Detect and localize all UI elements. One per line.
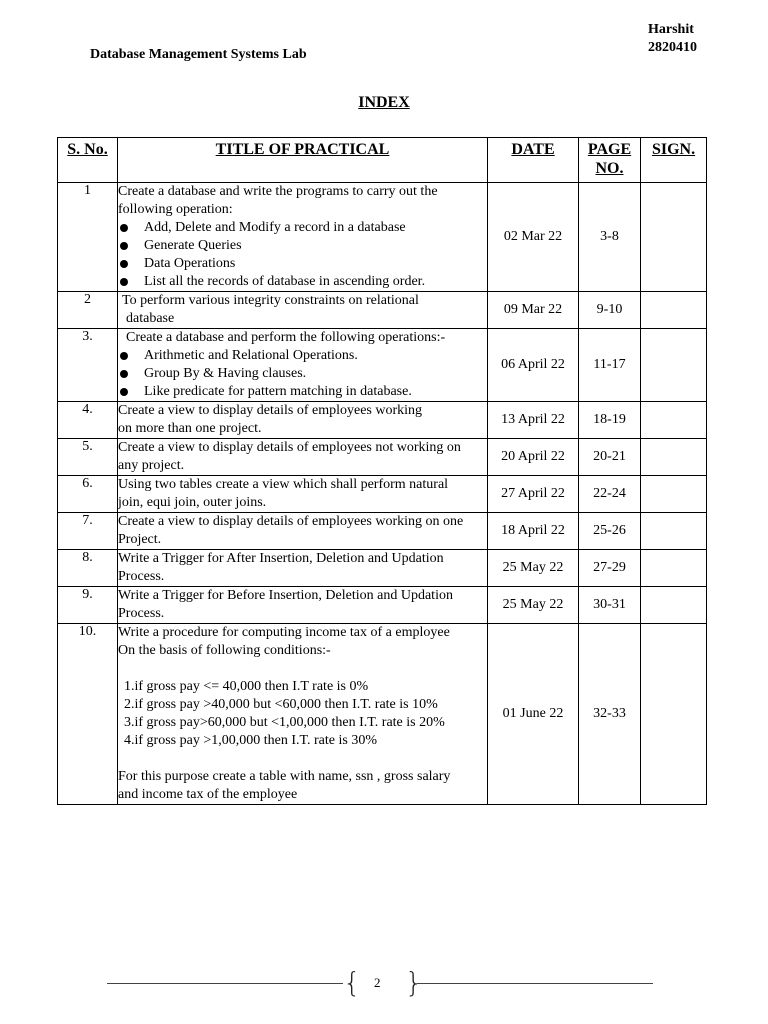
title-line: Write a procedure for computing income tax of a employee xyxy=(118,625,450,640)
row-page: 27-29 xyxy=(579,550,641,587)
bullet-item: Arithmetic and Relational Operations. xyxy=(118,347,487,365)
bullet-item: Data Operations xyxy=(118,255,487,273)
title-line: join, equi join, outer joins. xyxy=(118,495,267,510)
title-line: For this purpose create a table with name, ssn , gross salary xyxy=(118,769,451,784)
title-line: On the basis of following conditions:- xyxy=(118,643,331,658)
title-line: Create a database and perform the following operations:- xyxy=(126,330,446,345)
bullet-item: Add, Delete and Modify a record in a database xyxy=(118,219,487,237)
row-title xyxy=(118,587,488,624)
row-sign xyxy=(641,329,707,402)
row-page: 32-33 xyxy=(579,624,641,805)
row-date: 27 April 22 xyxy=(488,476,579,513)
index-table xyxy=(57,137,707,805)
row-title xyxy=(118,402,488,439)
title-line: and income tax of the employee xyxy=(118,787,298,802)
title-line: Create a view to display details of employees not working on xyxy=(118,440,461,455)
row-title xyxy=(118,550,488,587)
title-line: Process. xyxy=(118,569,165,584)
row-sno: 9. xyxy=(58,587,118,624)
table-row xyxy=(58,550,707,587)
bullet-item: Like predicate for pattern matching in database. xyxy=(118,383,487,401)
row-title xyxy=(118,329,488,402)
row-page: 9-10 xyxy=(579,292,641,329)
row-sign xyxy=(641,439,707,476)
row-page: 30-31 xyxy=(579,587,641,624)
table-row xyxy=(58,402,707,439)
col-sign-header: SIGN. xyxy=(641,138,707,183)
right-bracket-icon: } xyxy=(405,966,423,999)
row-date: 01 June 22 xyxy=(488,624,579,805)
title-line: following operation: xyxy=(118,202,233,217)
row-sno: 5. xyxy=(58,439,118,476)
row-sign xyxy=(641,624,707,805)
row-sno: 7. xyxy=(58,513,118,550)
row-date: 25 May 22 xyxy=(488,550,579,587)
table-header-row xyxy=(58,138,707,183)
table-row xyxy=(58,329,707,402)
row-sno: 2 xyxy=(58,292,118,329)
row-title xyxy=(118,439,488,476)
footer-rule-right xyxy=(417,983,653,984)
title-line: on more than one project. xyxy=(118,421,262,436)
row-date: 25 May 22 xyxy=(488,587,579,624)
title-line: Using two tables create a view which shall perform natural xyxy=(118,477,449,492)
row-sno: 10. xyxy=(58,624,118,805)
title-line: Create a view to display details of employees working on one xyxy=(118,514,464,529)
row-date: 06 April 22 xyxy=(488,329,579,402)
left-bracket-icon: { xyxy=(343,966,361,999)
lab-title: Database Management Systems Lab xyxy=(90,47,307,62)
col-title-header: TITLE OF PRACTICAL xyxy=(118,138,488,183)
condition-line: 1.if gross pay <= 40,000 then I.T rate is 0% xyxy=(124,679,369,694)
row-page: 20-21 xyxy=(579,439,641,476)
table-row xyxy=(58,439,707,476)
title-line: Process. xyxy=(118,606,165,621)
student-name: Harshit xyxy=(648,22,694,37)
row-sign xyxy=(641,513,707,550)
row-title xyxy=(118,183,488,292)
table-row xyxy=(58,624,707,805)
row-sign xyxy=(641,292,707,329)
table-row xyxy=(58,183,707,292)
table-row xyxy=(58,587,707,624)
row-sno: 4. xyxy=(58,402,118,439)
col-page-header: PAGE NO. xyxy=(579,138,641,183)
title-line: Write a Trigger for After Insertion, Deletion and Updation xyxy=(118,551,444,566)
col-date-header: DATE xyxy=(488,138,579,183)
title-line: database xyxy=(126,311,175,326)
row-title xyxy=(118,476,488,513)
student-roll: 2820410 xyxy=(648,40,697,55)
row-sign xyxy=(641,587,707,624)
row-sign xyxy=(641,550,707,587)
bullet-item: Group By & Having clauses. xyxy=(118,365,487,383)
page-number: 2 xyxy=(374,975,381,990)
condition-line: 4.if gross pay >1,00,000 then I.T. rate is 30% xyxy=(124,733,377,748)
row-date: 13 April 22 xyxy=(488,402,579,439)
row-page: 18-19 xyxy=(579,402,641,439)
table-row xyxy=(58,292,707,329)
row-sno: 8. xyxy=(58,550,118,587)
row-sign xyxy=(641,402,707,439)
condition-line: 3.if gross pay>60,000 but <1,00,000 then I.T. rate is 20% xyxy=(124,715,445,730)
table-row xyxy=(58,476,707,513)
row-date: 02 Mar 22 xyxy=(488,183,579,292)
title-line: Project. xyxy=(118,532,162,547)
row-sno: 6. xyxy=(58,476,118,513)
title-line: To perform various integrity constraints on relational xyxy=(122,293,419,308)
row-sno: 1 xyxy=(58,183,118,292)
title-line: Write a Trigger for Before Insertion, Deletion and Updation xyxy=(118,588,453,603)
footer-rule-left xyxy=(107,983,343,984)
title-line: Create a database and write the programs to carry out the xyxy=(118,184,438,199)
row-date: 20 April 22 xyxy=(488,439,579,476)
row-title xyxy=(118,292,488,329)
bullet-item: List all the records of database in ascending order. xyxy=(118,273,487,291)
title-line: any project. xyxy=(118,458,185,473)
row-date: 09 Mar 22 xyxy=(488,292,579,329)
title-line: Create a view to display details of employees working xyxy=(118,403,423,418)
row-date: 18 April 22 xyxy=(488,513,579,550)
row-page: 25-26 xyxy=(579,513,641,550)
condition-line: 2.if gross pay >40,000 but <60,000 then I.T. rate is 10% xyxy=(124,697,438,712)
row-title xyxy=(118,624,488,805)
row-page: 22-24 xyxy=(579,476,641,513)
row-sno: 3. xyxy=(58,329,118,402)
bullet-item: Generate Queries xyxy=(118,237,487,255)
row-title xyxy=(118,513,488,550)
col-sno-header: S. No. xyxy=(58,138,118,183)
student-info xyxy=(648,21,697,57)
row-sign xyxy=(641,476,707,513)
row-sign xyxy=(641,183,707,292)
index-title: INDEX xyxy=(358,94,410,111)
table-row xyxy=(58,513,707,550)
row-page: 11-17 xyxy=(579,329,641,402)
row-page: 3-8 xyxy=(579,183,641,292)
